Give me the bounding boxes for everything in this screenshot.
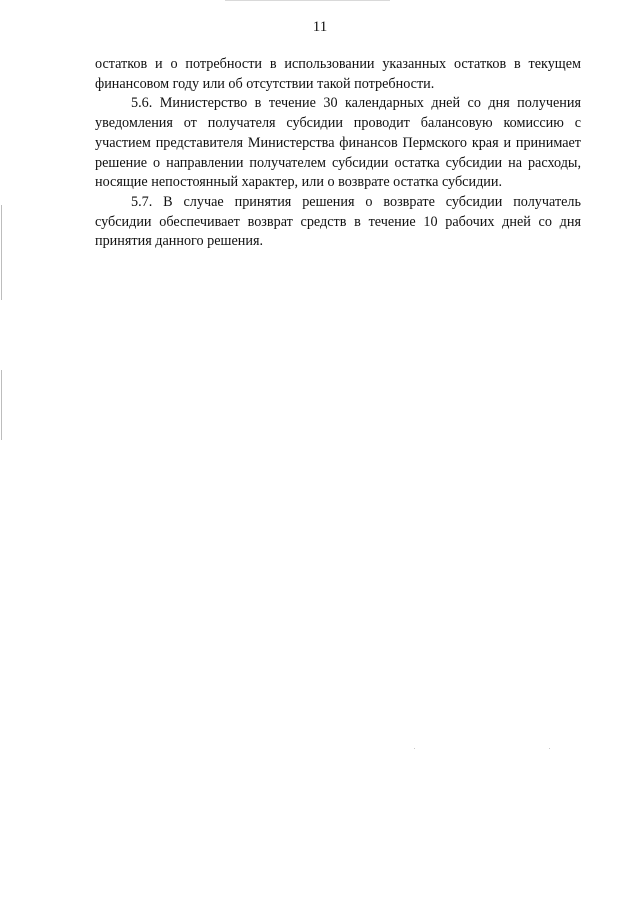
scan-speck [414,748,415,749]
paragraph-item-5-7: 5.7. В случае принятия решения о возврате субсидии получатель субсидии обеспечивает возврат средств в течение 10 рабочих дней со дня принятия данного решения. [95,193,581,250]
scan-edge-mark [1,370,2,440]
scan-edge-mark [1,205,2,300]
scan-speck [549,748,550,749]
paragraph-continuation: остатков и о потребности в использовании указанных остатков в текущем финансовом году или об отсутствии такой потребности. [95,56,581,92]
document-body [95,55,581,252]
paragraph-item-5-6: 5.6. Министерство в течение 30 календарных дней со дня получения уведомления от получателя субсидии проводит балансовую комиссию с участием представителя Министерства финансов Пермского края и принимает решение о направлении получателем субсидии остатка субсидии на расходы, носящие непостоянный характер, или о возврате остатка субсидии. [95,95,581,191]
scan-edge-line [225,0,390,1]
page-number: 11 [312,19,328,35]
